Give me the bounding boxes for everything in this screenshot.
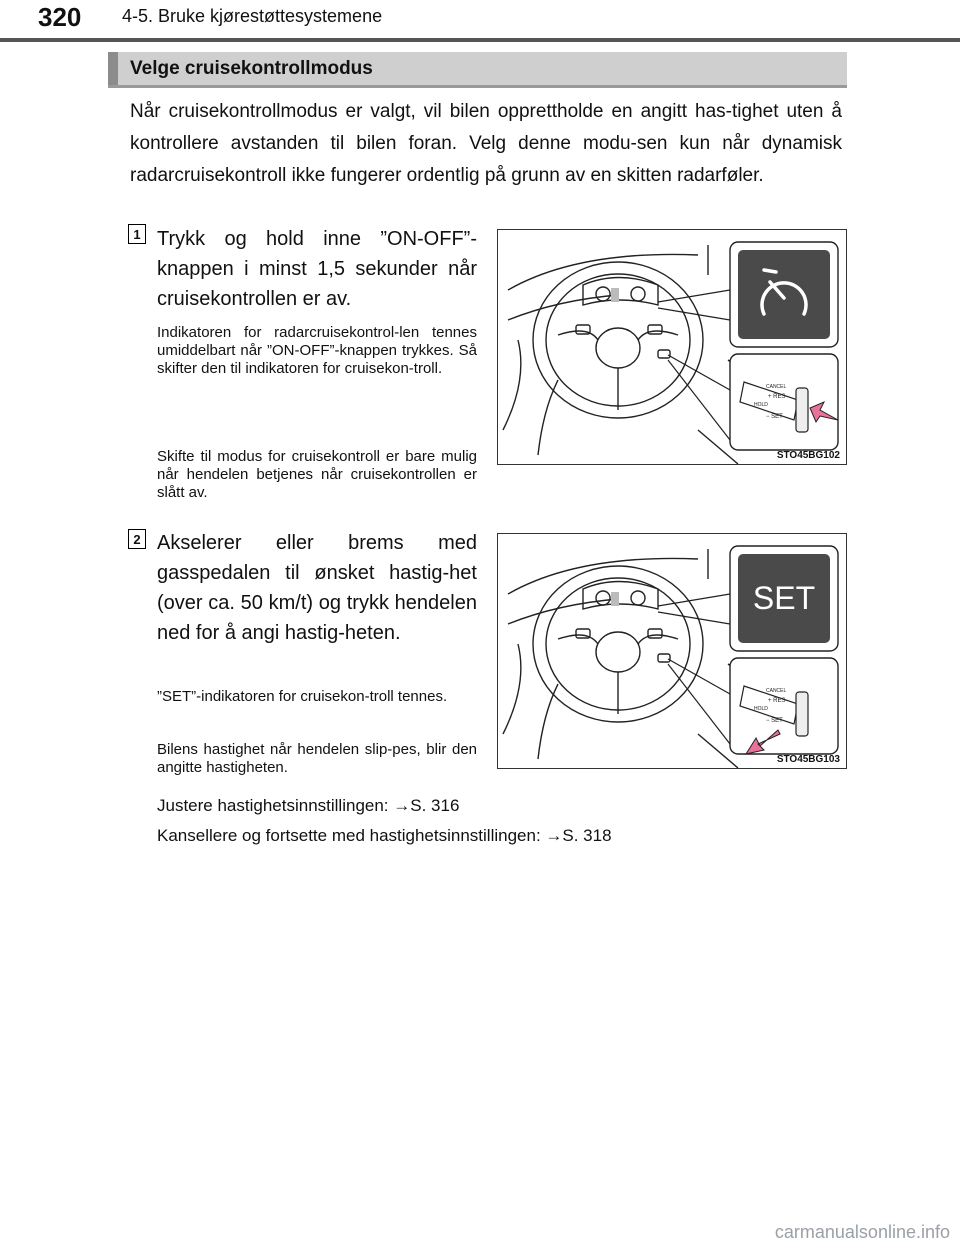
step-2-text: Akselerer eller brems med gasspedalen til ønsket hastig-het (over ca. 50 km/t) og trykk hendelen ned for å angi hastig-heten. — [157, 532, 477, 644]
figure-step-1 — [497, 229, 847, 465]
steering-wheel-illustration-2 — [498, 534, 846, 768]
lever-res-label: + RES — [768, 394, 786, 400]
section-heading-bar — [108, 52, 847, 88]
ref-cancel-resume[interactable]: Kansellere og fortsette med hastighetsinnstillingen: →S. 318 — [157, 826, 612, 845]
lever-cancel-label-2: CANCEL — [766, 688, 787, 694]
ref-adjust-speed[interactable]: Justere hastighetsinnstillingen: →S. 316 — [157, 796, 460, 815]
header-rule — [0, 38, 960, 42]
lever-hold-label-2: HOLD — [754, 706, 768, 712]
lever-cancel-label: CANCEL — [766, 384, 787, 390]
figure-code-1: STO45BG102 — [776, 450, 840, 461]
figure-step-2 — [497, 533, 847, 769]
section-title: Velge cruisekontrollmodus — [130, 58, 373, 79]
watermark: carmanualsonline.info — [774, 1222, 950, 1242]
page-number: 320 — [38, 2, 82, 32]
figure-code-2: STO45BG103 — [776, 754, 840, 765]
lever-set-label-2: − SET — [766, 718, 783, 724]
step-1-note-2: Skifte til modus for cruisekontroll er bare mulig når hendelen betjenes når cruisekontrollen er slått av. — [157, 448, 477, 501]
step-1-text: Trykk og hold inne ”ON-OFF”-knappen i minst 1,5 sekunder når cruisekontrollen er av. — [157, 228, 477, 310]
step-2-note-2: Bilens hastighet når hendelen slip-pes, blir den angitte hastigheten. — [157, 741, 477, 776]
set-indicator-label: SET — [752, 580, 816, 616]
lever-res-label-2: + RES — [768, 698, 786, 704]
step-1-number: 1 — [128, 224, 146, 244]
chapter-title: 4-5. Bruke kjørestøttesystemene — [122, 6, 383, 26]
indicator-panel-1 — [738, 250, 830, 339]
intro-paragraph: Når cruisekontrollmodus er valgt, vil bilen opprettholde en angitt has-tighet uten å kontrollere avstanden til bilen foran. Velg denne modu-sen kun når dynamisk radarcruisekontroll ikke fungerer ordentlig på grunn av en skitten radarføler. — [130, 101, 842, 186]
step-2-note-1: ”SET”-indikatoren for cruisekon-troll tennes. — [157, 688, 448, 705]
step-2-number: 2 — [128, 529, 146, 549]
section-accent — [108, 52, 118, 85]
steering-wheel-illustration-1 — [498, 230, 846, 464]
lever-set-label: − SET — [766, 414, 783, 420]
lever-hold-label: HOLD — [754, 402, 768, 408]
step-1-note-1: Indikatoren for radarcruisekontrol-len tennes umiddelbart når ”ON-OFF”-knappen trykkes. Så skifter den til indikatoren for cruisekon-troll. — [157, 324, 477, 377]
